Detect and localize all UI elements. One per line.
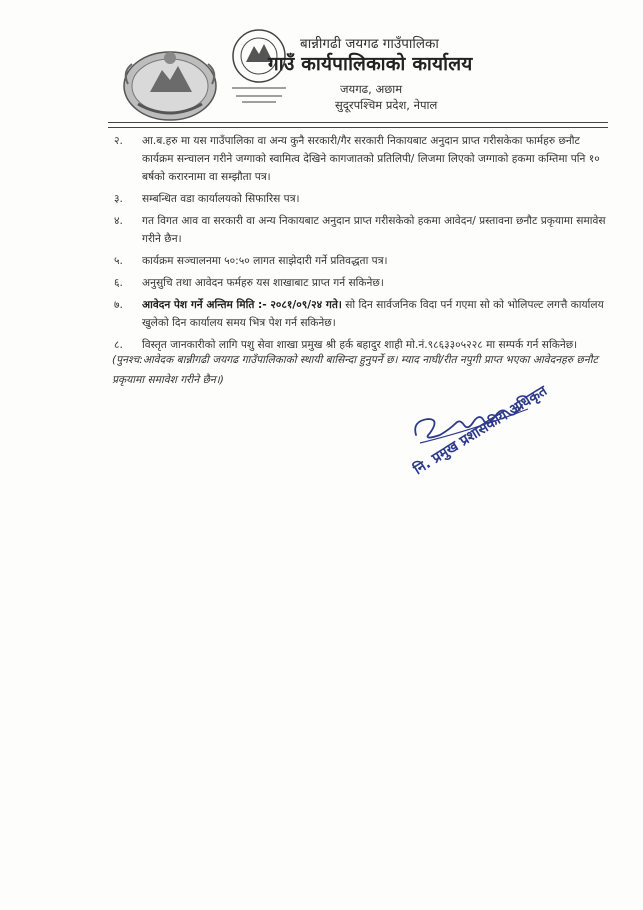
municipality-name: बान्नीगढी जयगढ गाउँपालिका bbox=[300, 36, 439, 52]
list-item: २. आ.ब.हरु मा यस गाउँपालिका वा अन्य कुनै सरकारी/गैर सरकारी निकायबाट अनुदान प्राप्त गरीसकेका फार्महरु छनौट कार्यक्रम सन्चालन गरीने जग्गाको स्वामित्व देखिने कागजातको प्रतिलिपी/ लिजमा लिएको जग्गाको हकमा कम्तिमा पनि १० बर्षको करारनामा वा सम्झौता पत्र। bbox=[114, 135, 600, 183]
nepal-emblem bbox=[118, 44, 222, 124]
list-item: ६. अनुसुचि तथा आवेदन फर्महरु यस शाखाबाट प्राप्त गर्न सकिनेछ। bbox=[114, 277, 384, 289]
list-item: ५. कार्यक्रम सञ्चालनमा ५०:५० लागत साझेदारी गर्ने प्रतिवद्धता पत्र। bbox=[114, 255, 388, 267]
postscript-note: (पुनश्च:आवेदक बान्नीगढी जयगढ गाउँपालिकाको स्थायी बासिन्दा हुनुपर्ने छ। म्याद नाघी/रीत नपुगी प्राप्त भएका आवेदनहरु छनौट प्रकृयामा समावेश गरीने छैन।) bbox=[112, 354, 598, 386]
list-item: ८. विस्तृत जानकारीको लागि पशु सेवा शाखा प्रमुख श्री हर्क बहादुर शाही मो.नं.९८६३३०५२२८ मा सम्पर्क गर्न सकिनेछ। bbox=[114, 339, 578, 351]
signatory-title: नि. प्रमुख प्रशासकीय अधिकृत bbox=[410, 383, 550, 479]
list-item: ३. सम्बन्धित वडा कार्यालयको सिफारिस पत्र। bbox=[114, 193, 300, 205]
office-province: सुदूरपश्चिम प्रदेश, नेपाल bbox=[335, 98, 438, 112]
header-divider bbox=[108, 127, 608, 128]
header-divider bbox=[108, 122, 608, 123]
office-address: जयगढ, अछाम bbox=[340, 82, 403, 96]
office-title: गाउँ कार्यपालिकाको कार्यालय bbox=[268, 53, 473, 75]
list-item: ७. आवेदन पेश गर्ने अन्तिम मिति :- २०८१/०९/२४ गते। सो दिन सार्वजनिक विदा पर्न गएमा सो को भोलिपल्ट लगत्तै कार्यालय खुलेको दिन कार्यालय समय भित्र पेश गर्न सकिनेछ। bbox=[114, 299, 604, 329]
list-item: ४. गत विगत आव वा सरकारी वा अन्य निकायबाट अनुदान प्राप्त गरीसकेको हकमा आवेदन/ प्रस्तावना छनौट प्रकृयामा समावेस गरीने छैन। bbox=[114, 215, 606, 245]
deadline-date: आवेदन पेश गर्ने अन्तिम मिति :- २०८१/०९/२४ गते। bbox=[142, 299, 342, 311]
requirements-list bbox=[114, 132, 614, 358]
